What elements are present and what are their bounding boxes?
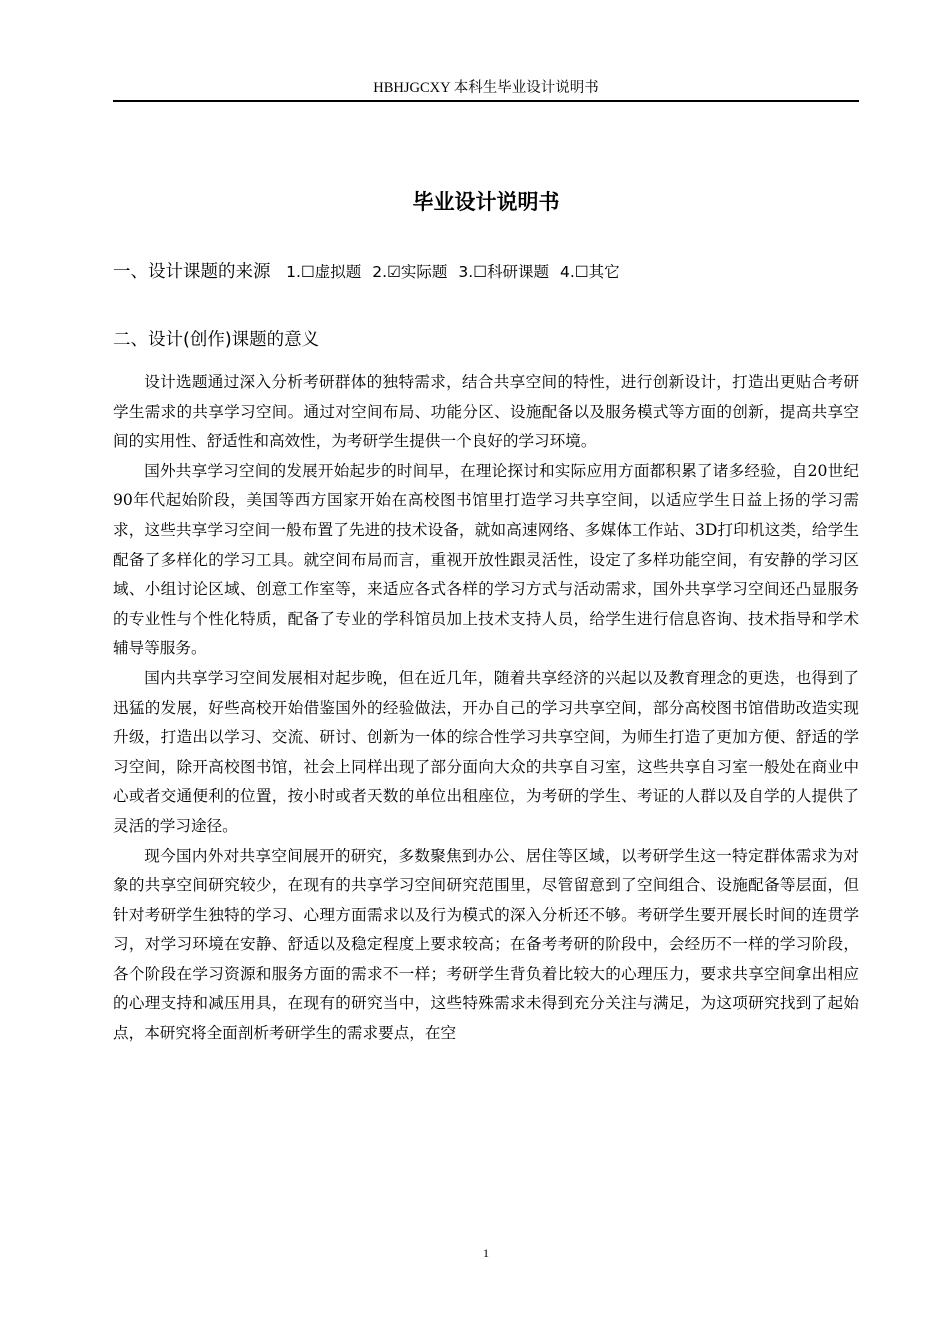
option-actual: 2.☑实际题	[372, 263, 448, 281]
body-text	[113, 368, 859, 1049]
section-source	[113, 258, 859, 283]
section-significance-heading: 二、设计(创作)课题的意义	[113, 330, 320, 350]
page-number: 1	[483, 1246, 489, 1260]
source-options	[286, 263, 626, 281]
header-rule	[113, 100, 859, 102]
paragraph: 国外共享学习空间的发展开始起步的时间早，在理论探讨和实际应用方面都积累了诸多经验，自20世纪90年代起始阶段，美国等西方国家开始在高校图书馆里打造学习共享空间，以适应学生日益上扬的学习需求，这些共享学习空间一般布置了先进的技术设备，就如高速网络、多媒体工作站、3D打印机这类，给学生配备了多样化的学习工具。就空间布局而言，重视开放性跟灵活性，设定了多样功能空间，有安静的学习区域、小组讨论区域、创意工作室等，来适应各式各样的学习方式与活动需求，国外共享学习空间还凸显服务的专业性与个性化特质，配备了专业的学科馆员加上技术支持人员，给学生进行信息咨询、技术指导和学术辅导等服务。	[113, 461, 859, 658]
paragraph: 国内共享学习空间发展相对起步晚，但在近几年，随着共享经济的兴起以及教育理念的更迭，也得到了迅猛的发展，好些高校开始借鉴国外的经验做法，开办自己的学习共享空间，部分高校图书馆借助改造实现升级，打造出以学习、交流、研讨、创新为一体的综合性学习共享空间，为师生打造了更加方便、舒适的学习空间，除开高校图书馆，社会上同样出现了部分面向大众的共享自习室，这些共享自习室一般处在商业中心或者交通便利的位置，按小时或者天数的单位出租座位，为考研的学生、考证的人群以及自学的人提供了灵活的学习途径。	[113, 668, 859, 835]
paragraph: 设计选题通过深入分析考研群体的独特需求，结合共享空间的特性，进行创新设计，打造出更贴合考研学生需求的共享学习空间。通过对空间布局、功能分区、设施配备以及服务模式等方面的创新，提高共享空间的实用性、舒适性和高效性，为考研学生提供一个良好的学习环境。	[113, 373, 859, 451]
paragraph: 现今国内外对共享空间展开的研究，多数聚焦到办公、居住等区域，以考研学生这一特定群体需求为对象的共享空间研究较少，在现有的共享学习空间研究范围里，尽管留意到了空间组合、设施配备等层面，但针对考研学生独特的学习、心理方面需求以及行为模式的深入分析还不够。考研学生要开展长时间的连贯学习，对学习环境在安静、舒适以及稳定程度上要求较高；在备考考研的阶段中，会经历不一样的学习阶段，各个阶段在学习资源和服务方面的需求不一样；考研学生背负着比较大的心理压力，要求共享空间拿出相应的心理支持和减压用具，在现有的研究当中，这些特殊需求未得到充分关注与满足，为这项研究找到了起始点，本研究将全面剖析考研学生的需求要点，在空	[113, 846, 859, 1043]
page-header: HBHJGCXY 本科生毕业设计说明书	[373, 80, 599, 96]
section-source-heading: 一、设计课题的来源	[113, 262, 271, 282]
option-other: 4.☐其它	[559, 263, 620, 281]
option-research: 3.☐科研课题	[458, 263, 550, 281]
document-title: 毕业设计说明书	[412, 190, 560, 214]
option-virtual: 1.☐虚拟题	[286, 263, 362, 281]
